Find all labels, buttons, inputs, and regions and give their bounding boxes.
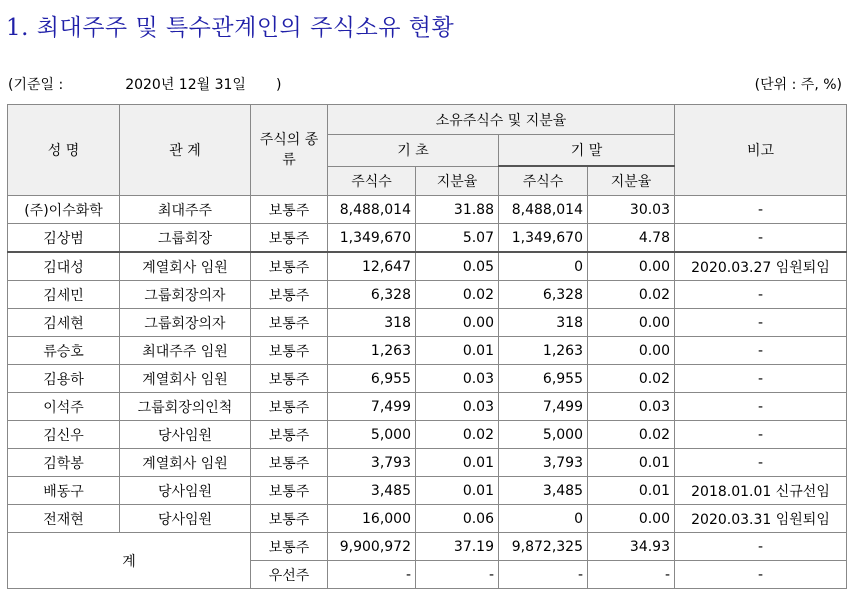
cell-begin-ratio: 0.03 (416, 365, 499, 393)
cell-begin-ratio: 0.01 (416, 337, 499, 365)
cell-remark: - (675, 309, 847, 337)
header-stock-type: 주식의 종류 (251, 105, 328, 196)
cell-type: 우선주 (251, 561, 328, 589)
cell-begin-ratio: 0.01 (416, 477, 499, 505)
total-label: 계 (8, 533, 251, 589)
cell-begin-shares: 8,488,014 (328, 196, 416, 224)
cell-name: 배동구 (8, 477, 120, 505)
cell-end-shares: 8,488,014 (499, 196, 588, 224)
cell-begin-ratio: 5.07 (416, 224, 499, 253)
cell-type: 보통주 (251, 281, 328, 309)
cell-end-shares: 3,485 (499, 477, 588, 505)
cell-remark: - (675, 533, 847, 561)
cell-relation: 당사임원 (120, 477, 251, 505)
cell-end-shares: 6,955 (499, 365, 588, 393)
unit-label: (단위 : 주, %) (754, 77, 842, 93)
cell-type: 보통주 (251, 505, 328, 533)
cell-begin-ratio: 0.05 (416, 252, 499, 281)
header-end: 기 말 (499, 135, 675, 167)
cell-remark: - (675, 365, 847, 393)
cell-type: 보통주 (251, 365, 328, 393)
cell-end-shares: 3,793 (499, 449, 588, 477)
cell-relation: 계열회사 임원 (120, 365, 251, 393)
cell-begin-ratio: 37.19 (416, 533, 499, 561)
cell-begin-ratio: 0.03 (416, 393, 499, 421)
header-name: 성 명 (8, 105, 120, 196)
total-row-common (8, 533, 847, 561)
cell-end-shares: 5,000 (499, 421, 588, 449)
cell-name: 김대성 (8, 252, 120, 281)
cell-end-shares: 6,328 (499, 281, 588, 309)
cell-relation: 그룹회장의자 (120, 309, 251, 337)
header-end-shares: 주식수 (499, 166, 588, 196)
cell-end-ratio: 0.00 (588, 505, 675, 533)
cell-relation: 당사임원 (120, 505, 251, 533)
base-date-close: ) (275, 77, 282, 93)
cell-end-shares: 0 (499, 505, 588, 533)
table-row (8, 281, 847, 309)
table-row (8, 449, 847, 477)
cell-name: 전재현 (8, 505, 120, 533)
cell-begin-shares: 318 (328, 309, 416, 337)
cell-remark: - (675, 281, 847, 309)
cell-type: 보통주 (251, 224, 328, 253)
cell-end-ratio: 0.01 (588, 477, 675, 505)
cell-begin-shares: 3,485 (328, 477, 416, 505)
header-ownership: 소유주식수 및 지분율 (328, 105, 675, 135)
shareholding-table (7, 104, 847, 589)
cell-remark: - (675, 561, 847, 589)
cell-begin-shares: 3,793 (328, 449, 416, 477)
cell-end-ratio: 0.03 (588, 393, 675, 421)
cell-end-ratio: 0.00 (588, 309, 675, 337)
cell-begin-ratio: 0.02 (416, 421, 499, 449)
cell-remark: 2020.03.27 임원퇴임 (675, 252, 847, 281)
header-begin-shares: 주식수 (328, 166, 416, 196)
base-date-value: 2020년 12월 31일 (125, 77, 246, 93)
cell-begin-shares: 16,000 (328, 505, 416, 533)
table-row (8, 337, 847, 365)
table-row (8, 196, 847, 224)
cell-type: 보통주 (251, 337, 328, 365)
cell-relation: 계열회사 임원 (120, 252, 251, 281)
header-relation: 관 계 (120, 105, 251, 196)
cell-end-ratio: 34.93 (588, 533, 675, 561)
cell-name: 김세현 (8, 309, 120, 337)
cell-end-ratio: 0.02 (588, 365, 675, 393)
cell-begin-ratio: 0.06 (416, 505, 499, 533)
cell-begin-ratio: 0.01 (416, 449, 499, 477)
cell-end-ratio: 0.00 (588, 252, 675, 281)
cell-type: 보통주 (251, 196, 328, 224)
cell-begin-shares: 6,955 (328, 365, 416, 393)
cell-remark: - (675, 337, 847, 365)
cell-end-shares: 1,263 (499, 337, 588, 365)
cell-end-shares: 318 (499, 309, 588, 337)
table-row (8, 421, 847, 449)
cell-end-ratio: 0.01 (588, 449, 675, 477)
cell-begin-ratio: - (416, 561, 499, 589)
cell-begin-ratio: 31.88 (416, 196, 499, 224)
cell-type: 보통주 (251, 393, 328, 421)
table-row (8, 252, 847, 281)
cell-name: 김용하 (8, 365, 120, 393)
cell-end-shares: 1,349,670 (499, 224, 588, 253)
cell-begin-shares: - (328, 561, 416, 589)
base-date-label: (기준일 : (8, 77, 64, 93)
cell-relation: 계열회사 임원 (120, 449, 251, 477)
cell-type: 보통주 (251, 533, 328, 561)
cell-name: 김학봉 (8, 449, 120, 477)
table-row (8, 393, 847, 421)
cell-end-shares: 0 (499, 252, 588, 281)
cell-begin-ratio: 0.00 (416, 309, 499, 337)
table-row (8, 309, 847, 337)
cell-end-ratio: - (588, 561, 675, 589)
table-row (8, 224, 847, 253)
cell-name: 김세민 (8, 281, 120, 309)
table-row (8, 477, 847, 505)
cell-type: 보통주 (251, 252, 328, 281)
cell-relation: 최대주주 임원 (120, 337, 251, 365)
cell-relation: 그룹회장의자 (120, 281, 251, 309)
cell-end-shares: 7,499 (499, 393, 588, 421)
cell-begin-shares: 12,647 (328, 252, 416, 281)
cell-begin-shares: 5,000 (328, 421, 416, 449)
cell-name: 류승호 (8, 337, 120, 365)
cell-begin-ratio: 0.02 (416, 281, 499, 309)
cell-name: 김상범 (8, 224, 120, 253)
cell-end-ratio: 0.02 (588, 281, 675, 309)
cell-remark: - (675, 196, 847, 224)
cell-end-ratio: 30.03 (588, 196, 675, 224)
table-row (8, 365, 847, 393)
base-date (8, 74, 281, 94)
cell-relation: 최대주주 (120, 196, 251, 224)
header-end-ratio: 지분율 (588, 166, 675, 196)
cell-begin-shares: 1,349,670 (328, 224, 416, 253)
cell-end-ratio: 0.02 (588, 421, 675, 449)
cell-remark: - (675, 224, 847, 253)
header-begin-ratio: 지분율 (416, 166, 499, 196)
cell-begin-shares: 6,328 (328, 281, 416, 309)
cell-begin-shares: 9,900,972 (328, 533, 416, 561)
cell-name: (주)이수화학 (8, 196, 120, 224)
cell-remark: 2018.01.01 신규선임 (675, 477, 847, 505)
table-row (8, 505, 847, 533)
cell-end-shares: - (499, 561, 588, 589)
cell-remark: - (675, 421, 847, 449)
cell-end-ratio: 0.00 (588, 337, 675, 365)
header-remark: 비고 (675, 105, 847, 196)
cell-remark: 2020.03.31 임원퇴임 (675, 505, 847, 533)
cell-relation: 당사임원 (120, 421, 251, 449)
cell-type: 보통주 (251, 449, 328, 477)
cell-begin-shares: 1,263 (328, 337, 416, 365)
cell-name: 김신우 (8, 421, 120, 449)
cell-end-ratio: 4.78 (588, 224, 675, 253)
cell-relation: 그룹회장의인척 (120, 393, 251, 421)
cell-relation: 그룹회장 (120, 224, 251, 253)
cell-remark: - (675, 449, 847, 477)
cell-type: 보통주 (251, 309, 328, 337)
cell-remark: - (675, 393, 847, 421)
section-title: 1. 최대주주 및 특수관계인의 주식소유 현황 (6, 15, 455, 41)
cell-name: 이석주 (8, 393, 120, 421)
cell-type: 보통주 (251, 477, 328, 505)
header-begin: 기 초 (328, 135, 499, 167)
cell-end-shares: 9,872,325 (499, 533, 588, 561)
cell-begin-shares: 7,499 (328, 393, 416, 421)
cell-type: 보통주 (251, 421, 328, 449)
